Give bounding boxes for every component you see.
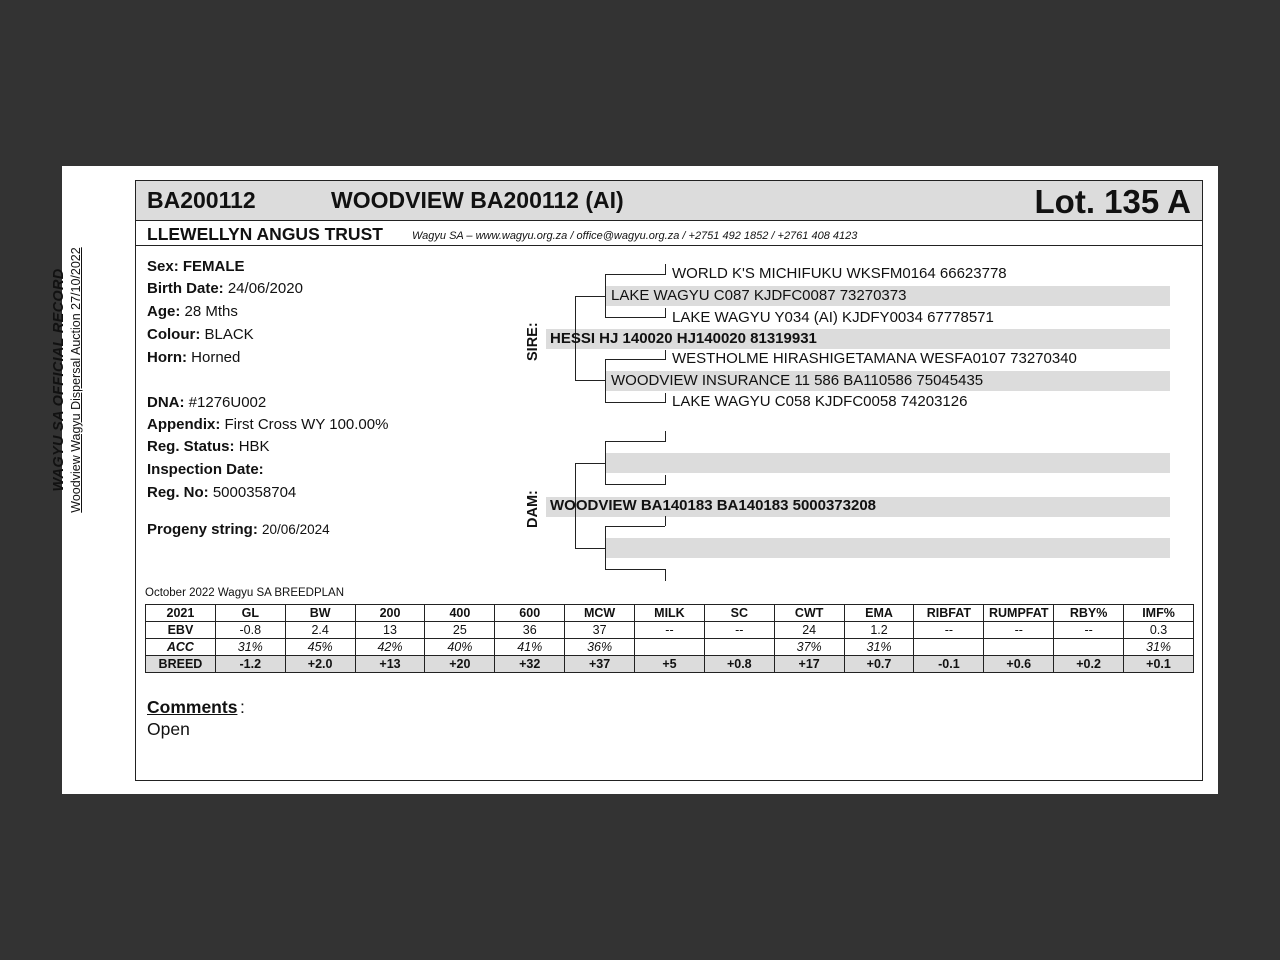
headers-cell: EMA [844,605,914,622]
comments-value: Open [147,719,190,739]
age-row: Age: 28 Mths [147,303,238,320]
headers-cell: MCW [565,605,635,622]
acc-cell: 36% [565,639,635,656]
ebv-cell: -- [635,622,705,639]
breedplan-title: October 2022 Wagyu SA BREEDPLAN [145,587,345,599]
ebv-cell: 0.3 [1124,622,1194,639]
acc-cell [635,639,705,656]
table-header-row [146,605,1194,622]
acc-cell: 31% [215,639,285,656]
ebv-cell: -0.8 [215,622,285,639]
comments-colon: : [240,697,245,717]
horn-row: Horn: Horned [147,349,241,366]
contact-info: Wagyu SA – www.wagyu.org.za / office@wagyu.org.za / +2751 492 1852 / +2761 408 4123 [412,230,858,242]
ebv-cell: -- [914,622,984,639]
acc-cell: 41% [495,639,565,656]
sex-row: Sex: FEMALE [147,258,245,275]
colour-value: BLACK [204,326,254,343]
sire-name: HESSI HJ 140020 HJ140020 81319931 [550,330,817,347]
sire-sire: LAKE WAGYU C087 KJDFC0087 73270373 [611,287,907,304]
ebv-cell: -- [1054,622,1124,639]
progeny-row: Progeny string: 20/06/2024 [147,521,330,538]
acc-cell [984,639,1054,656]
acc-cell: 31% [844,639,914,656]
breed-cell: +0.1 [1124,656,1194,673]
lot-number: Lot. 135 A [1034,183,1191,220]
age-value: 28 Mths [184,303,238,320]
headers-cell: BW [285,605,355,622]
sire-dam-dam: LAKE WAGYU C058 KJDFC0058 74203126 [672,393,968,410]
dna-row: DNA: #1276U002 [147,394,267,411]
headers-cell: CWT [774,605,844,622]
breed-cell: +0.2 [1054,656,1124,673]
ebv-cell: 2.4 [285,622,355,639]
birth-date-row: Birth Date: 24/06/2020 [147,280,303,297]
headers-cell: MILK [635,605,705,622]
breed-cell: +17 [774,656,844,673]
dna-value: #1276U002 [188,394,267,411]
headers-cell: 2021 [146,605,216,622]
acc-cell: 40% [425,639,495,656]
appendix-value: First Cross WY 100.00% [224,416,389,433]
pedigree-chart [136,181,1202,601]
ebv-cell: EBV [146,622,216,639]
dam-sire-bar [606,453,1170,473]
acc-cell: ACC [146,639,216,656]
headers-cell: RIBFAT [914,605,984,622]
dam-name: WOODVIEW BA140183 BA140183 5000373208 [550,497,877,514]
breed-cell: -1.2 [215,656,285,673]
acc-cell: 31% [1124,639,1194,656]
reg-status-row: Reg. Status: HBK [147,438,270,455]
breed-cell: BREED [146,656,216,673]
breed-cell: +0.6 [984,656,1054,673]
headers-cell: SC [704,605,774,622]
reg-no-row: Reg. No: 5000358704 [147,484,297,501]
acc-cell: 45% [285,639,355,656]
auction-name: Woodview Wagyu Dispersal Auction 27/10/2022 [69,247,83,513]
breed-cell: +13 [355,656,425,673]
ebv-cell: -- [984,622,1054,639]
owner-name: LLEWELLYN ANGUS TRUST [147,224,383,244]
breed-cell: +0.7 [844,656,914,673]
dam-dam-bar [606,538,1170,558]
acc-cell [704,639,774,656]
headers-cell: 200 [355,605,425,622]
sire-label: SIRE: [525,322,541,361]
comments-label: Comments [147,697,238,717]
sire-sire-sire: WORLD K'S MICHIFUKU WKSFM0164 66623778 [672,265,1007,282]
headers-cell: GL [215,605,285,622]
sire-dam: WOODVIEW INSURANCE 11 586 BA110586 75045435 [611,372,984,389]
breed-cell: +37 [565,656,635,673]
breed-cell: +20 [425,656,495,673]
ebv-cell: 37 [565,622,635,639]
official-record-side-label [50,180,90,580]
ebv-cell: 13 [355,622,425,639]
animal-card [135,180,1203,781]
sex-value: FEMALE [182,258,245,275]
ebv-row [146,622,1194,639]
animal-name: WOODVIEW BA200112 (AI) [331,187,624,213]
acc-row [146,639,1194,656]
dam-label: DAM: [525,490,541,528]
ebv-cell: 25 [425,622,495,639]
breed-cell: +0.8 [704,656,774,673]
acc-cell: 42% [355,639,425,656]
sire-sire-dam: LAKE WAGYU Y034 (AI) KJDFY0034 67778571 [672,309,994,326]
headers-cell: IMF% [1124,605,1194,622]
breed-cell: +32 [495,656,565,673]
breed-row [146,656,1194,673]
ebv-cell: 24 [774,622,844,639]
headers-cell: 400 [425,605,495,622]
acc-cell: 37% [774,639,844,656]
appendix-row: Appendix: First Cross WY 100.00% [147,416,389,433]
acc-cell [914,639,984,656]
inspection-date-row: Inspection Date: [147,461,264,478]
official-record-title: WAGYU SA OFFICIAL RECORD [51,268,67,492]
acc-cell [1054,639,1124,656]
horn-value: Horned [191,349,241,366]
breedplan-table [145,604,1194,673]
sire-dam-sire: WESTHOLME HIRASHIGETAMANA WESFA0107 73270340 [672,350,1077,367]
progeny-value: 20/06/2024 [262,522,330,537]
headers-cell: 600 [495,605,565,622]
ebv-cell: 36 [495,622,565,639]
ebv-cell: 1.2 [844,622,914,639]
reg-status-value: HBK [238,438,270,455]
colour-row: Colour: BLACK [147,326,254,343]
ebv-cell: -- [704,622,774,639]
breed-cell: -0.1 [914,656,984,673]
birth-date-value: 24/06/2020 [227,280,303,297]
animal-id: BA200112 [147,187,256,213]
breed-cell: +2.0 [285,656,355,673]
breed-cell: +5 [635,656,705,673]
reg-no-value: 5000358704 [212,484,297,501]
headers-cell: RUMPFAT [984,605,1054,622]
headers-cell: RBY% [1054,605,1124,622]
